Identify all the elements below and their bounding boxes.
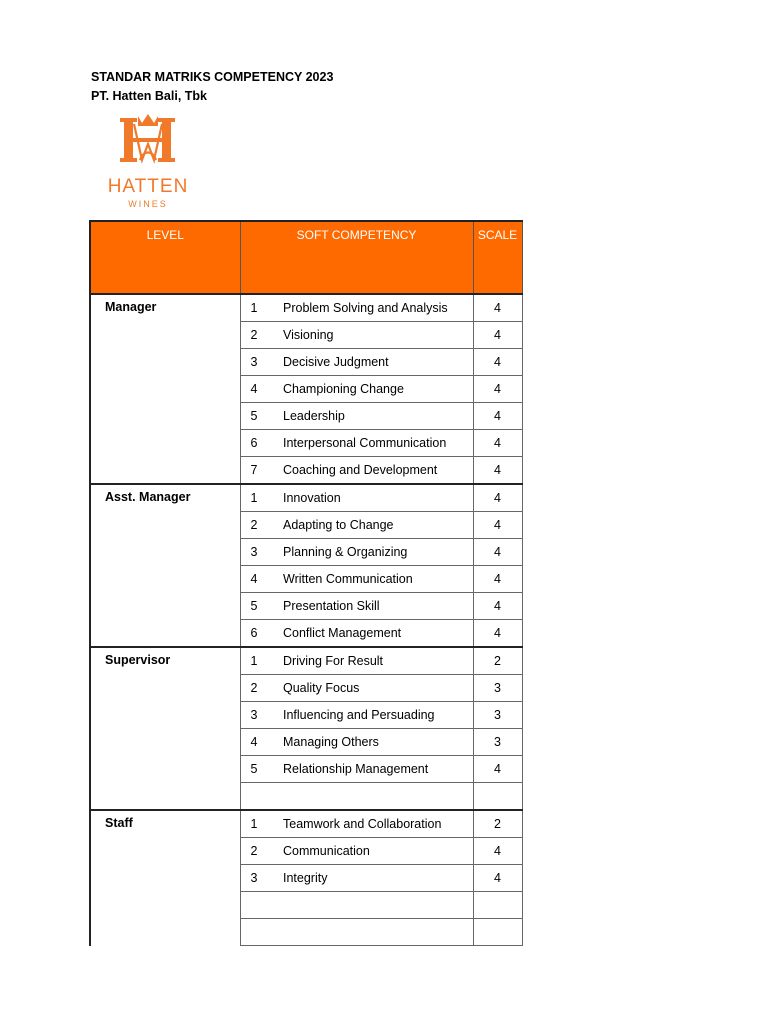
competency-scale: 4 bbox=[473, 430, 522, 457]
competency-number: 1 bbox=[240, 294, 273, 322]
competency-number: 7 bbox=[240, 457, 273, 485]
competency-name: Decisive Judgment bbox=[273, 349, 473, 376]
competency-number: 2 bbox=[240, 838, 273, 865]
competency-number: 2 bbox=[240, 512, 273, 539]
level-cell: Supervisor bbox=[90, 647, 240, 810]
table-row bbox=[90, 647, 522, 675]
competency-name: Interpersonal Communication bbox=[273, 430, 473, 457]
competency-number: 2 bbox=[240, 322, 273, 349]
company-name: PT. Hatten Bali, Tbk bbox=[91, 89, 207, 103]
competency-name: Driving For Result bbox=[273, 647, 473, 675]
competency-name: Relationship Management bbox=[273, 756, 473, 783]
competency-scale: 2 bbox=[473, 647, 522, 675]
competency-matrix-table bbox=[89, 220, 523, 946]
competency-scale: 3 bbox=[473, 729, 522, 756]
table-header-row bbox=[90, 221, 522, 294]
competency-scale: 4 bbox=[473, 593, 522, 620]
competency-scale: 4 bbox=[473, 322, 522, 349]
logo-subtext: WINES bbox=[128, 199, 168, 209]
competency-name: Coaching and Development bbox=[273, 457, 473, 485]
table-row bbox=[90, 810, 522, 838]
competency-scale: 4 bbox=[473, 620, 522, 648]
competency-scale: 4 bbox=[473, 838, 522, 865]
competency-scale: 4 bbox=[473, 566, 522, 593]
competency-number: 3 bbox=[240, 349, 273, 376]
header-soft-competency: SOFT COMPETENCY bbox=[240, 221, 473, 294]
competency-name: Conflict Management bbox=[273, 620, 473, 648]
competency-number: 4 bbox=[240, 566, 273, 593]
competency-scale: 4 bbox=[473, 376, 522, 403]
competency-name: Presentation Skill bbox=[273, 593, 473, 620]
competency-scale: 4 bbox=[473, 865, 522, 892]
competency-number: 5 bbox=[240, 756, 273, 783]
competency-name: Planning & Organizing bbox=[273, 539, 473, 566]
competency-name: Managing Others bbox=[273, 729, 473, 756]
competency-name bbox=[273, 892, 473, 919]
competency-scale bbox=[473, 783, 522, 811]
competency-number bbox=[240, 919, 273, 946]
competency-number: 1 bbox=[240, 647, 273, 675]
competency-number: 6 bbox=[240, 620, 273, 648]
competency-name: Visioning bbox=[273, 322, 473, 349]
competency-scale: 3 bbox=[473, 702, 522, 729]
competency-number: 3 bbox=[240, 702, 273, 729]
competency-scale: 4 bbox=[473, 539, 522, 566]
competency-number: 2 bbox=[240, 675, 273, 702]
competency-scale bbox=[473, 919, 522, 946]
competency-number bbox=[240, 783, 273, 811]
competency-name bbox=[273, 783, 473, 811]
competency-name: Championing Change bbox=[273, 376, 473, 403]
competency-name: Leadership bbox=[273, 403, 473, 430]
level-cell: Staff bbox=[90, 810, 240, 946]
level-cell: Manager bbox=[90, 294, 240, 484]
competency-name: Adapting to Change bbox=[273, 512, 473, 539]
header-level: LEVEL bbox=[90, 221, 240, 294]
competency-scale bbox=[473, 892, 522, 919]
logo-text: HATTEN bbox=[107, 176, 189, 197]
competency-number: 5 bbox=[240, 593, 273, 620]
competency-scale: 4 bbox=[473, 294, 522, 322]
table-row bbox=[90, 484, 522, 512]
competency-name: Influencing and Persuading bbox=[273, 702, 473, 729]
header-scale: SCALE bbox=[473, 221, 522, 294]
competency-number: 5 bbox=[240, 403, 273, 430]
competency-scale: 4 bbox=[473, 756, 522, 783]
competency-number: 4 bbox=[240, 376, 273, 403]
competency-name: Communication bbox=[273, 838, 473, 865]
competency-number: 4 bbox=[240, 729, 273, 756]
competency-scale: 4 bbox=[473, 403, 522, 430]
competency-name: Written Communication bbox=[273, 566, 473, 593]
document-title: STANDAR MATRIKS COMPETENCY 2023 bbox=[91, 70, 334, 84]
competency-name: Innovation bbox=[273, 484, 473, 512]
competency-scale: 4 bbox=[473, 512, 522, 539]
competency-name bbox=[273, 919, 473, 946]
hatten-wines-logo bbox=[100, 110, 196, 210]
competency-number bbox=[240, 892, 273, 919]
competency-scale: 3 bbox=[473, 675, 522, 702]
competency-number: 6 bbox=[240, 430, 273, 457]
competency-number: 1 bbox=[240, 484, 273, 512]
competency-scale: 2 bbox=[473, 810, 522, 838]
competency-name: Problem Solving and Analysis bbox=[273, 294, 473, 322]
table-row bbox=[90, 294, 522, 322]
competency-name: Quality Focus bbox=[273, 675, 473, 702]
competency-name: Integrity bbox=[273, 865, 473, 892]
level-cell: Asst. Manager bbox=[90, 484, 240, 647]
competency-name: Teamwork and Collaboration bbox=[273, 810, 473, 838]
competency-scale: 4 bbox=[473, 484, 522, 512]
competency-number: 1 bbox=[240, 810, 273, 838]
competency-scale: 4 bbox=[473, 457, 522, 485]
competency-number: 3 bbox=[240, 539, 273, 566]
competency-scale: 4 bbox=[473, 349, 522, 376]
competency-number: 3 bbox=[240, 865, 273, 892]
